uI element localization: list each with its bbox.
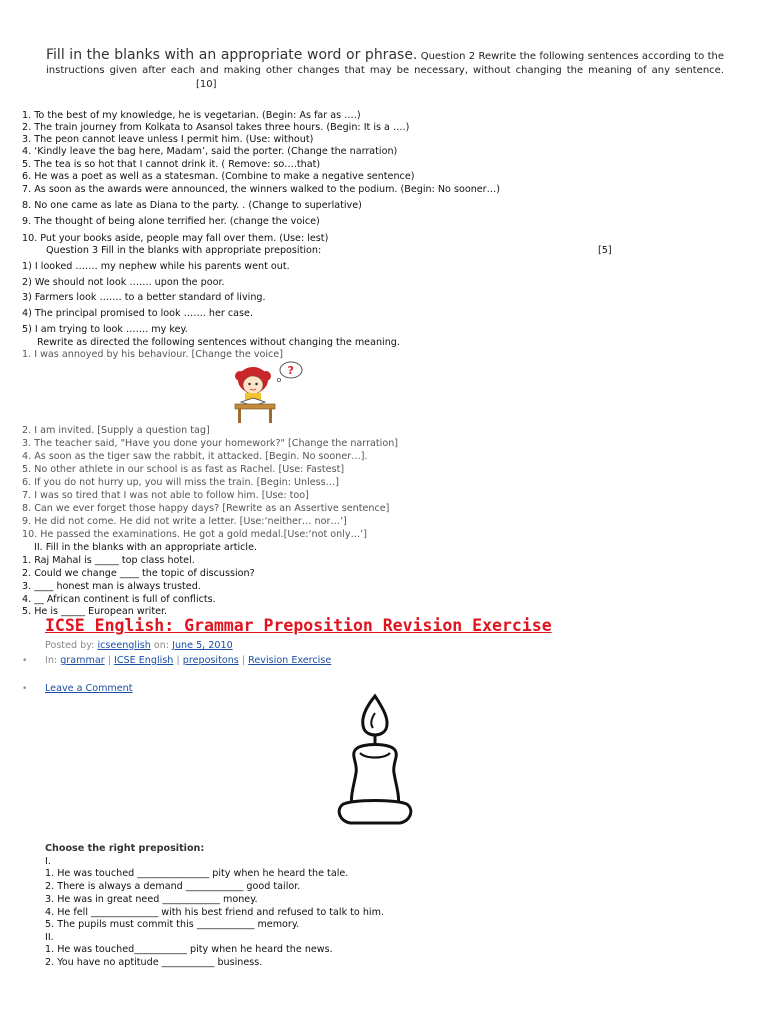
list-item: 10. He passed the examinations. He got a gold medal.[Use:‘not only…’] bbox=[22, 529, 367, 540]
list-item: 2. You have no aptitude ___________ business. bbox=[45, 957, 263, 968]
list-item: 5. He is _____ European writer. bbox=[22, 606, 168, 617]
post-title-link[interactable]: ICSE English: Grammar Preposition Revision Exercise bbox=[45, 616, 552, 635]
list-item: 3. The peon cannot leave unless I permit him. (Use: without) bbox=[22, 134, 314, 145]
list-item: 6. He was a poet as well as a statesman. (Combine to make a negative sentence) bbox=[22, 171, 415, 182]
list-item: 8. No one came as late as Diana to the party. . (Change to superlative) bbox=[22, 200, 362, 211]
list-item: 6. If you do not hurry up, you will miss the train. [Begin: Unless…] bbox=[22, 477, 339, 488]
list-item: 1. Raj Mahal is _____ top class hotel. bbox=[22, 555, 195, 566]
list-item: 1. To the best of my knowledge, he is vegetarian. (Begin: As far as ….) bbox=[22, 110, 361, 121]
list-item: 7. I was so tired that I was not able to follow him. [Use: too] bbox=[22, 490, 309, 501]
category-link-revision-exercise[interactable]: Revision Exercise bbox=[248, 655, 332, 666]
list-item: 5. The tea is so hot that I cannot drink it. ( Remove: so….that) bbox=[22, 159, 321, 170]
question-mark-icon: ? bbox=[287, 364, 294, 377]
posted-by-label: Posted by: bbox=[45, 640, 95, 651]
intro-paragraph bbox=[46, 48, 724, 92]
articles-heading: II. Fill in the blanks with an appropriate article. bbox=[34, 542, 258, 553]
list-item: 2. Could we change ____ the topic of discussion? bbox=[22, 568, 255, 579]
list-item: 3) Farmers look ……. to a better standard of living. bbox=[22, 292, 266, 303]
author-link[interactable]: icseenglish bbox=[97, 640, 151, 651]
intro-heading: Fill in the blanks with an appropriate word or phrase. bbox=[46, 47, 418, 63]
category-link-grammar[interactable]: grammar bbox=[60, 655, 105, 666]
separator: | bbox=[107, 655, 111, 666]
category-link-prepositons[interactable]: prepositons bbox=[182, 655, 239, 666]
intro-marks: [10] bbox=[196, 79, 217, 90]
list-item: 1. He was touched _______________ pity when he heard the tale. bbox=[45, 868, 349, 879]
candle-icon bbox=[330, 693, 420, 833]
exercise-heading: Choose the right preposition: bbox=[45, 843, 205, 854]
list-item: 2. I am invited. [Supply a question tag] bbox=[22, 425, 210, 436]
list-item: 2) We should not look ……. upon the poor. bbox=[22, 277, 225, 288]
list-item: 3. The teacher said, "Have you done your homework?" [Change the narration] bbox=[22, 438, 399, 449]
separator: | bbox=[241, 655, 246, 666]
list-item: 4. __ African continent is full of conflicts. bbox=[22, 594, 216, 605]
list-item: 2. There is always a demand ____________ good tailor. bbox=[45, 881, 301, 892]
leave-comment-link[interactable]: Leave a Comment bbox=[45, 683, 133, 694]
post-meta bbox=[45, 640, 233, 651]
list-item: 4) The principal promised to look ……. her case. bbox=[22, 308, 253, 319]
list-item: 4. ‘Kindly leave the bag here, Madam’, said the porter. (Change the narration) bbox=[22, 146, 398, 157]
bullet-icon: • bbox=[22, 656, 28, 666]
list-item: 9. The thought of being alone terrified her. (change the voice) bbox=[22, 216, 320, 227]
on-label: on: bbox=[153, 640, 170, 651]
date-link[interactable]: June 5, 2010 bbox=[172, 640, 233, 651]
list-item: 5. The pupils must commit this ____________ memory. bbox=[45, 919, 300, 930]
list-item: 4. As soon as the tiger saw the rabbit, it attacked. [Begin. No sooner…]. bbox=[22, 451, 368, 462]
list-item: 1. He was touched___________ pity when he heard the news. bbox=[45, 944, 333, 955]
intro-text: Question 2 Rewrite the following sentences according to the instructions given after each and making other changes that may be necessary, without changing the meaning of any sentence. bbox=[46, 51, 724, 76]
list-item: 2. The train journey from Kolkata to Asansol takes three hours. (Begin: It is a ….) bbox=[22, 122, 410, 133]
in-label: In: bbox=[45, 655, 58, 666]
girl-reading-at-desk-illustration bbox=[233, 360, 305, 424]
list-item: 8. Can we ever forget those happy days? [Rewrite as an Assertive sentence] bbox=[22, 503, 390, 514]
exercise-part-2-label: II. bbox=[45, 932, 54, 943]
exercise-part-1-label: I. bbox=[45, 856, 51, 867]
rewrite-heading: Rewrite as directed the following sentences without changing the meaning. bbox=[37, 337, 400, 348]
question-3-heading: Question 3 Fill in the blanks with appropriate preposition: bbox=[46, 245, 322, 256]
post-categories bbox=[45, 655, 331, 666]
category-link-icse-english[interactable]: ICSE English bbox=[114, 655, 174, 666]
list-item: 10. Put your books aside, people may fall over them. (Use: lest) bbox=[22, 233, 329, 244]
separator: | bbox=[176, 655, 180, 666]
list-item: 3. ____ honest man is always trusted. bbox=[22, 581, 201, 592]
list-item: 1. I was annoyed by his behaviour. [Change the voice] bbox=[22, 349, 283, 360]
list-item: 7. As soon as the awards were announced, the winners walked to the podium. (Begin: No sooner…) bbox=[22, 184, 500, 195]
list-item: 4. He fell ______________ with his best friend and refused to talk to him. bbox=[45, 907, 384, 918]
list-item: 5) I am trying to look ……. my key. bbox=[22, 324, 188, 335]
list-item: 5. No other athlete in our school is as fast as Rachel. [Use: Fastest] bbox=[22, 464, 345, 475]
list-item: 1) I looked ……. my nephew while his parents went out. bbox=[22, 261, 290, 272]
bullet-icon: • bbox=[22, 684, 28, 694]
list-item: 3. He was in great need ____________ money. bbox=[45, 894, 258, 905]
question-3-marks: [5] bbox=[598, 245, 612, 256]
list-item: 9. He did not come. He did not write a letter. [Use:‘neither… nor…’] bbox=[22, 516, 347, 527]
